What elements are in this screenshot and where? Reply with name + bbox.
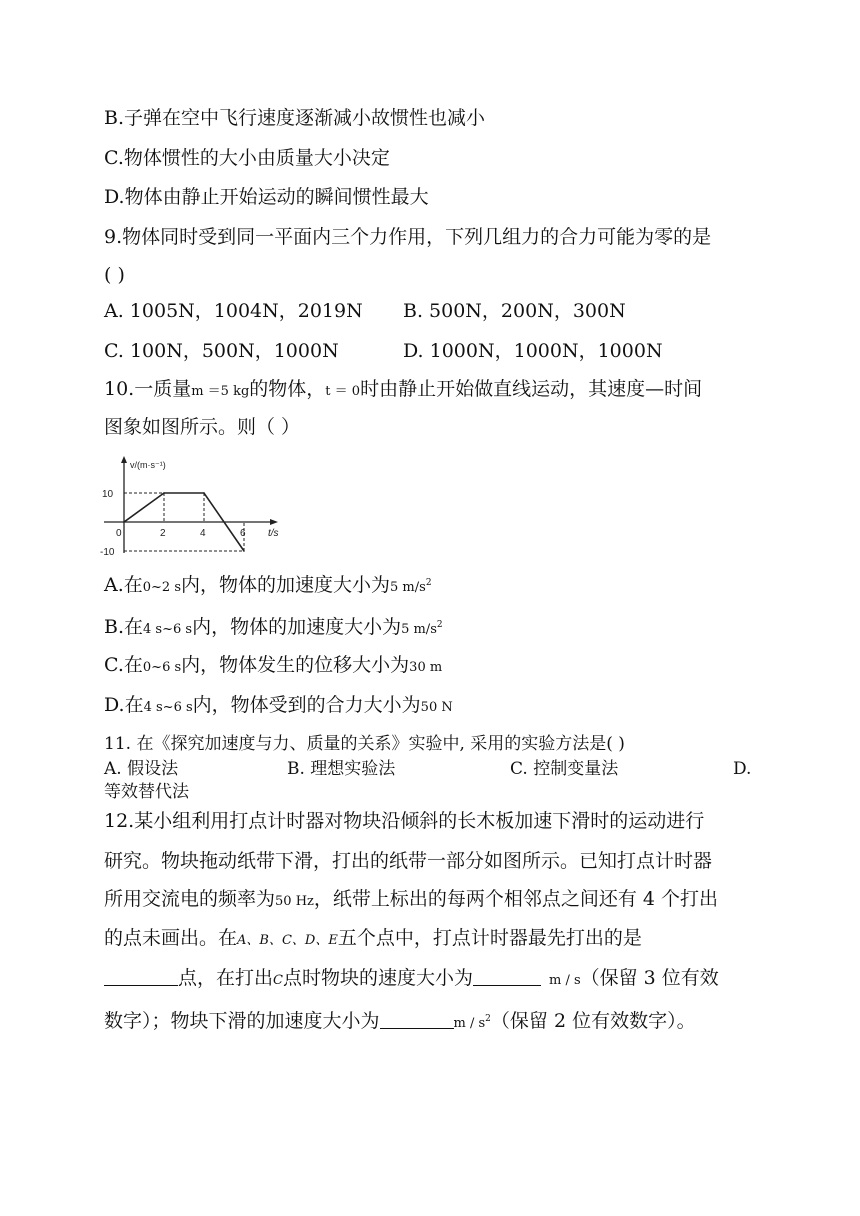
y-tick-label: 10 [102,489,114,500]
q8-option-d: D.物体由静止开始运动的瞬间惯性最大 [104,186,429,208]
q12-line-5-a: 点，在打出 [178,967,274,989]
q9-stem: 9.物体同时受到同一平面内三个力作用，下列几组力的合力可能为零的是 [104,226,712,248]
q10-mass-expr: m ＝5 kg [191,384,250,399]
q12-line-3 [104,886,718,915]
q9-option-b: B. 500N，200N，300N [403,300,626,322]
q12-blank-first-point[interactable] [104,965,178,986]
q10-stem-line2: 图象如图所示。则（ ） [104,416,301,438]
q10-stem [104,376,702,405]
q12-line-4-post: 五个点中，打点计时器最先打出的是 [337,927,642,949]
q12-line-4-pre: 的点未画出。在 [104,927,238,949]
q11-option-d-tail: 等效替代法 [104,782,189,802]
q10-b-range: 4 s~6 s [143,622,193,637]
q10-d-pre: D.在 [104,694,144,716]
q10-a-pre: A.在 [104,574,143,596]
q9-answer-paren: ( ) [104,264,125,286]
q10-time-expr: t ＝ 0 [325,384,361,399]
q12-line-6 [104,1006,696,1037]
q10-option-b [104,612,443,643]
q9-option-d: D. 1000N，1000N，1000N [403,340,663,362]
velocity-time-graph [100,452,290,562]
q10-c-value: 30 m [409,660,443,675]
velocity-point [203,492,205,494]
q10-a-exponent: 2 [425,578,432,588]
x-tick-label: 6 [240,528,246,539]
q12-line-3-pre: 所用交流电的频率为 [104,888,276,910]
q10-b-value: 5 m/s [401,622,437,637]
velocity-point [123,521,125,523]
y-tick-label: -10 [100,547,115,558]
x-tick-label: 0 [116,528,122,539]
q11-option-b: B. 理想实验法 [287,759,396,779]
q10-d-mid: 内，物体受到的合力大小为 [192,694,421,716]
x-axis-label: t/s [268,528,279,539]
q12-line-1: 12.某小组利用打点计时器对物块沿倾斜的长木板加速下滑时的运动进行 [104,810,705,832]
q12-point-c: C [273,973,283,988]
q12-line-4 [104,925,642,954]
q12-line-3-post: ，纸带上标出的每两个相邻点之间还有 4 个打出 [313,888,719,910]
q12-unit-exponent: 2 [485,1014,491,1024]
q11-option-d-head: D. [733,759,752,779]
y-axis-arrow [121,456,127,463]
velocity-point [163,492,165,494]
q12-frequency: 50 Hz [275,894,314,909]
q10-c-pre: C.在 [104,654,143,676]
q8-option-b: B.子弹在空中飞行速度逐渐减小故惯性也减小 [104,107,486,129]
q9-option-a: A. 1005N，1004N，2019N [104,300,363,322]
q9-option-c: C. 100N，500N，1000N [104,340,339,362]
q10-option-c [104,652,442,681]
velocity-point [243,550,245,552]
q12-blank-velocity[interactable] [473,965,541,986]
q12-line-5-c: （保留 3 位有效 [580,967,719,989]
q10-d-range: 4 s~6 s [143,700,193,715]
x-axis-arrow [270,519,278,525]
q10-b-exponent: 2 [436,620,443,630]
q10-option-d [104,692,453,721]
x-tick-label: 4 [200,528,206,539]
q10-a-mid: 内，物体的加速度大小为 [181,574,391,596]
x-tick-label: 2 [160,528,166,539]
q11-stem: 11. 在《探究加速度与力、质量的关系》实验中, 采用的实验方法是( ) [104,734,625,754]
q10-b-pre: B.在 [104,616,144,638]
q10-option-a [104,570,432,601]
q12-line-5 [104,965,719,994]
q10-d-value: 50 N [420,700,453,715]
q12-line-6-a: 数字）；物块下滑的加速度大小为 [104,1010,380,1032]
q10-a-range: 0~2 s [142,580,182,595]
q10-c-mid: 内，物体发生的位移大小为 [181,654,410,676]
q11-option-a: A. 假设法 [104,759,179,779]
q12-unit-acceleration: m / s [453,1016,486,1031]
q10-stem-pre: 10.一质量 [104,378,192,400]
q12-blank-acceleration[interactable] [380,1008,454,1029]
q12-point-labels: A、B、C、D、E [237,933,338,948]
q10-c-range: 0~6 s [142,660,182,675]
q11-option-c: C. 控制变量法 [510,759,619,779]
q12-line-5-b: 点时物块的速度大小为 [282,967,473,989]
q10-b-mid: 内，物体的加速度大小为 [192,616,402,638]
q12-line-2: 研究。物块拖动纸带下滑，打出的纸带一部分如图所示。已知打点计时器 [104,850,713,872]
q12-line-6-b: （保留 2 位有效数字）。 [490,1010,696,1032]
q12-unit-velocity: m / s [548,973,581,988]
q10-stem-mid: 的物体， [249,378,326,400]
q10-stem-post: 时由静止开始做直线运动，其速度—时间 [360,378,703,400]
y-axis-label: v/(m·s⁻¹) [130,460,166,470]
q8-option-c: C.物体惯性的大小由质量大小决定 [104,147,390,169]
q10-a-value: 5 m/s [390,580,426,595]
